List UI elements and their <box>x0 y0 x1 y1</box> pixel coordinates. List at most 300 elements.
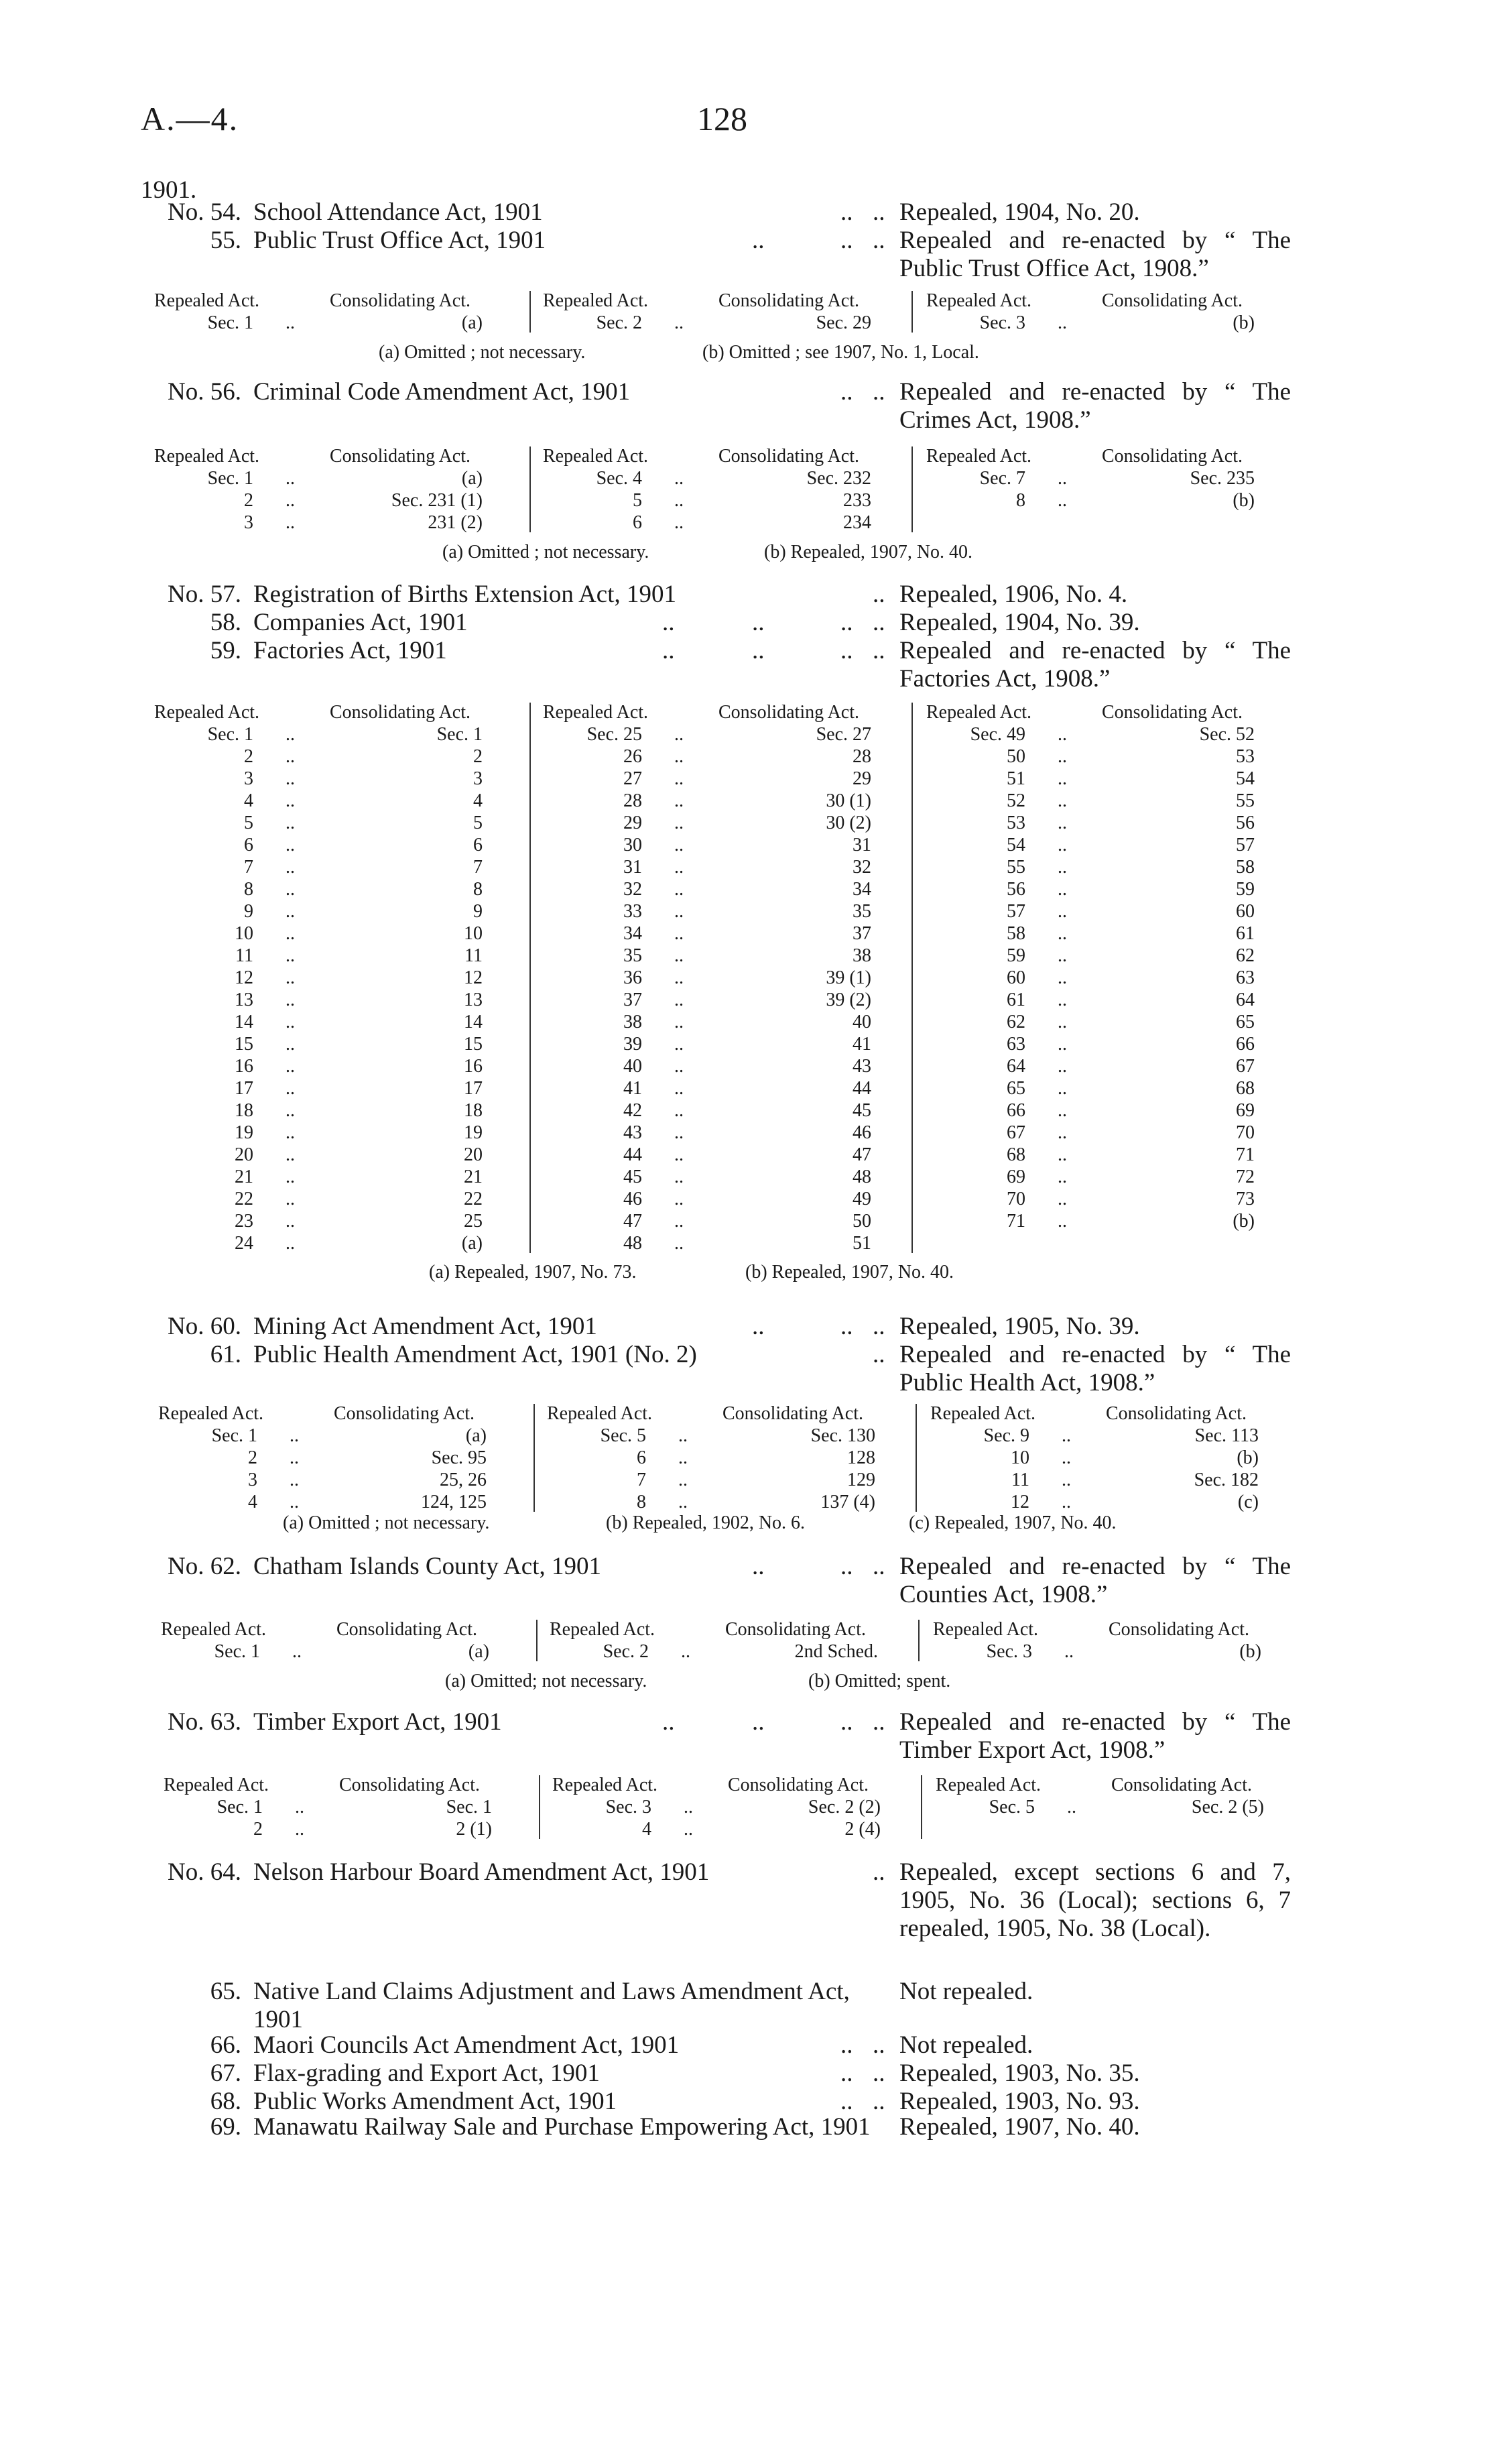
leader-dots: .. <box>674 857 684 878</box>
leader-dots: .. <box>286 1144 295 1165</box>
leader-dots: .. <box>1058 790 1067 811</box>
leader-dots: .. <box>840 198 853 226</box>
leader-dots: .. <box>286 512 295 533</box>
consolidating-section: (b) <box>1233 312 1255 333</box>
consolidating-section: 31 <box>853 835 871 855</box>
act-title: Factories Act, 1901 <box>253 637 447 664</box>
consolidating-section: Sec. 231 (1) <box>391 490 483 511</box>
consolidating-section: 25, 26 <box>440 1470 487 1490</box>
act-status: Repealed and re-enacted by “ The Public Health Act, 1908.” <box>899 1341 1291 1396</box>
consolidating-section: 47 <box>853 1144 871 1165</box>
repealed-section: 5 <box>244 813 253 833</box>
leader-dots: .. <box>1064 1641 1074 1662</box>
leader-dots: .. <box>290 1425 299 1446</box>
consolidating-section: 2 <box>473 746 483 767</box>
consolidating-section: 64 <box>1236 990 1255 1010</box>
leader-dots: .. <box>286 1167 295 1187</box>
repealed-section: 52 <box>1007 790 1025 811</box>
consolidating-section: 63 <box>1236 967 1255 988</box>
repealed-section: Sec. 25 <box>586 724 642 745</box>
repealed-section: Sec. 1 <box>216 1797 263 1817</box>
consolidating-section: 34 <box>853 879 871 900</box>
consolidating-section: (b) <box>1233 490 1255 511</box>
leader-dots: .. <box>286 923 295 944</box>
repealed-section: Sec. 2 <box>596 312 642 333</box>
leader-dots: .. <box>674 901 684 922</box>
repealed-section: Sec. 5 <box>989 1797 1035 1817</box>
act-title: Public Health Amendment Act, 1901 (No. 2) <box>253 1341 697 1368</box>
repealed-act-header: Repealed Act. <box>158 1403 264 1424</box>
consolidating-section: 45 <box>853 1100 871 1121</box>
act-number: 59. <box>210 637 241 664</box>
repealed-section: 11 <box>1011 1470 1029 1490</box>
repealed-section: 55 <box>1007 857 1025 878</box>
leader-dots: .. <box>286 1211 295 1232</box>
repealed-section: 12 <box>235 967 253 988</box>
repealed-section: 34 <box>623 923 642 944</box>
leader-dots: .. <box>674 1233 684 1254</box>
leader-dots: .. <box>674 512 684 533</box>
consolidating-section: 56 <box>1236 813 1255 833</box>
repealed-section: 4 <box>248 1492 257 1512</box>
act-entry <box>141 609 1474 637</box>
repealed-section: 43 <box>623 1122 642 1143</box>
act-number: No. 54. <box>168 198 241 226</box>
act-title: School Attendance Act, 1901 <box>253 198 543 226</box>
act-entry <box>141 637 1474 693</box>
repealed-act-header: Repealed Act. <box>926 702 1032 723</box>
repealed-section: 68 <box>1007 1144 1025 1165</box>
repealed-section: 7 <box>637 1470 646 1490</box>
repealed-act-header: Repealed Act. <box>552 1775 658 1795</box>
leader-dots: .. <box>684 1819 693 1840</box>
act-entry <box>141 2060 1474 2088</box>
repealed-section: 64 <box>1007 1056 1025 1077</box>
leader-dots: .. <box>674 1078 684 1099</box>
leader-dots: .. <box>290 1447 299 1468</box>
repealed-section: Sec. 3 <box>979 312 1025 333</box>
leader-dots: .. <box>1058 1189 1067 1209</box>
column-divider <box>918 1620 920 1661</box>
leader-dots: .. <box>286 490 295 511</box>
repealed-section: 8 <box>244 879 253 900</box>
leader-dots: .. <box>840 1553 853 1580</box>
consolidating-section: Sec. 113 <box>1194 1425 1259 1446</box>
repealed-act-header: Repealed Act. <box>926 446 1032 467</box>
consolidating-section: 73 <box>1236 1189 1255 1209</box>
leader-dots: .. <box>678 1447 688 1468</box>
leader-dots: .. <box>674 1211 684 1232</box>
consolidating-section: 128 <box>847 1447 875 1468</box>
consolidating-section: 13 <box>464 990 483 1010</box>
repealed-act-header: Repealed Act. <box>543 702 649 723</box>
consolidating-section: 16 <box>464 1056 483 1077</box>
consolidating-section: 17 <box>464 1078 483 1099</box>
leader-dots: .. <box>286 1056 295 1077</box>
leader-dots: .. <box>1062 1447 1071 1468</box>
leader-dots: .. <box>873 2060 885 2087</box>
act-number: 69. <box>210 2113 241 2141</box>
repealed-section: 2 <box>244 490 253 511</box>
act-entry <box>141 1341 1474 1397</box>
consolidating-section: 11 <box>464 945 483 966</box>
consolidating-section: (a) <box>461 1233 483 1254</box>
repealed-act-header: Repealed Act. <box>154 290 260 311</box>
act-entry <box>141 378 1474 434</box>
consolidating-section: 72 <box>1236 1167 1255 1187</box>
repealed-section: 58 <box>1007 923 1025 944</box>
consolidating-section: 18 <box>464 1100 483 1121</box>
consolidating-section: (b) <box>1233 1211 1255 1232</box>
column-divider <box>911 291 913 333</box>
consolidating-act-header: Consolidating Act. <box>1111 1775 1252 1795</box>
repealed-act-header: Repealed Act. <box>543 290 649 311</box>
leader-dots: .. <box>1058 1078 1067 1099</box>
repealed-section: Sec. 1 <box>207 312 253 333</box>
column-divider <box>911 703 913 1253</box>
leader-dots: .. <box>1058 990 1067 1010</box>
act-number: 67. <box>210 2060 241 2087</box>
leader-dots: .. <box>873 1553 885 1580</box>
leader-dots: .. <box>840 1708 853 1736</box>
consolidating-section: 54 <box>1236 768 1255 789</box>
act-entry <box>141 2031 1474 2060</box>
leader-dots: .. <box>873 227 885 254</box>
consolidating-act-header: Consolidating Act. <box>725 1619 866 1640</box>
repealed-section: 67 <box>1007 1122 1025 1143</box>
consolidating-section: (b) <box>1239 1641 1261 1662</box>
leader-dots: .. <box>1058 1100 1067 1121</box>
leader-dots: .. <box>286 1012 295 1032</box>
consolidating-section: 70 <box>1236 1122 1255 1143</box>
consolidating-section: Sec. 130 <box>810 1425 875 1446</box>
consolidating-section: 60 <box>1236 901 1255 922</box>
act-entry <box>141 2088 1474 2116</box>
act-status: Repealed, 1904, No. 20. <box>899 198 1140 226</box>
act-title: Nelson Harbour Board Amendment Act, 1901 <box>253 1858 710 1886</box>
repealed-act-header: Repealed Act. <box>164 1775 269 1795</box>
leader-dots: .. <box>1058 835 1067 855</box>
repealed-section: 40 <box>623 1056 642 1077</box>
leader-dots: .. <box>295 1819 304 1840</box>
consolidating-section: 41 <box>853 1034 871 1055</box>
repealed-section: 46 <box>623 1189 642 1209</box>
consolidating-act-header: Consolidating Act. <box>330 446 470 467</box>
leader-dots: .. <box>1058 468 1067 489</box>
leader-dots: .. <box>286 945 295 966</box>
consolidating-act-header: Consolidating Act. <box>336 1619 477 1640</box>
leader-dots: .. <box>1058 967 1067 988</box>
consolidating-section: 32 <box>853 857 871 878</box>
act-number: 66. <box>210 2031 241 2059</box>
consolidating-section: Sec. 182 <box>1194 1470 1259 1490</box>
leader-dots: .. <box>840 2060 853 2087</box>
leader-dots: .. <box>1058 945 1067 966</box>
table-footnote: (b) Repealed, 1907, No. 40. <box>745 1262 954 1282</box>
consolidating-section: 71 <box>1236 1144 1255 1165</box>
leader-dots: .. <box>674 990 684 1010</box>
consolidating-section: 8 <box>473 879 483 900</box>
repealed-section: 37 <box>623 990 642 1010</box>
leader-dots: .. <box>674 790 684 811</box>
repealed-section: 23 <box>235 1211 253 1232</box>
consolidating-act-header: Consolidating Act. <box>718 446 859 467</box>
leader-dots: .. <box>1058 1211 1067 1232</box>
act-number: No. 60. <box>168 1313 241 1340</box>
consolidating-section: (a) <box>461 468 483 489</box>
leader-dots: .. <box>674 879 684 900</box>
act-number: 55. <box>210 227 241 254</box>
consolidating-act-header: Consolidating Act. <box>1102 702 1243 723</box>
leader-dots: .. <box>674 768 684 789</box>
act-title: Criminal Code Amendment Act, 1901 <box>253 378 631 406</box>
leader-dots: .. <box>752 227 765 254</box>
leader-dots: .. <box>286 1034 295 1055</box>
consolidating-act-header: Consolidating Act. <box>339 1775 480 1795</box>
table-footnote: (b) Repealed, 1907, No. 40. <box>764 542 973 562</box>
leader-dots: .. <box>286 901 295 922</box>
repealed-section: 8 <box>637 1492 646 1512</box>
repealed-section: 20 <box>235 1144 253 1165</box>
leader-dots: .. <box>840 2088 853 2115</box>
leader-dots: .. <box>1058 312 1067 333</box>
leader-dots: .. <box>286 813 295 833</box>
repealed-section: 47 <box>623 1211 642 1232</box>
leader-dots: .. <box>674 1056 684 1077</box>
consolidating-act-header: Consolidating Act. <box>1102 446 1243 467</box>
leader-dots: .. <box>674 923 684 944</box>
repealed-section: 6 <box>633 512 642 533</box>
consolidating-section: 69 <box>1236 1100 1255 1121</box>
act-status: Repealed and re-enacted by “ The Public Trust Office Act, 1908.” <box>899 227 1291 282</box>
repealed-section: 33 <box>623 901 642 922</box>
consolidating-section: 67 <box>1236 1056 1255 1077</box>
consolidating-act-header: Consolidating Act. <box>722 1403 863 1424</box>
column-divider <box>911 446 913 532</box>
repealed-section: 4 <box>642 1819 651 1840</box>
leader-dots: .. <box>674 1012 684 1032</box>
act-number: No. 64. <box>168 1858 241 1886</box>
consolidating-section: 37 <box>853 923 871 944</box>
year-heading: 1901. <box>141 176 197 204</box>
repealed-section: 39 <box>623 1034 642 1055</box>
act-status: Repealed, 1906, No. 4. <box>899 581 1128 608</box>
leader-dots: .. <box>286 1100 295 1121</box>
table-footnote: (a) Omitted ; not necessary. <box>283 1512 490 1533</box>
leader-dots: .. <box>678 1425 688 1446</box>
leader-dots: .. <box>752 1313 765 1340</box>
consolidating-section: 35 <box>853 901 871 922</box>
repealed-section: 59 <box>1007 945 1025 966</box>
leader-dots: .. <box>674 1034 684 1055</box>
leader-dots: .. <box>684 1797 693 1817</box>
act-number: 65. <box>210 1978 241 2005</box>
act-status: Repealed, 1903, No. 93. <box>899 2088 1140 2115</box>
act-entry <box>141 1978 1474 2034</box>
consolidating-section: 58 <box>1236 857 1255 878</box>
leader-dots: .. <box>1058 1144 1067 1165</box>
act-title: Mining Act Amendment Act, 1901 <box>253 1313 597 1340</box>
act-entry <box>141 1553 1474 1609</box>
leader-dots: .. <box>840 227 853 254</box>
repealed-section: Sec. 3 <box>605 1797 651 1817</box>
leader-dots: .. <box>295 1797 304 1817</box>
consolidating-section: Sec. 95 <box>431 1447 487 1468</box>
act-title: Public Works Amendment Act, 1901 <box>253 2088 617 2115</box>
consolidating-section: (b) <box>1237 1447 1259 1468</box>
act-status: Repealed and re-enacted by “ The Factories Act, 1908.” <box>899 637 1291 693</box>
repealed-section: 62 <box>1007 1012 1025 1032</box>
act-status: Repealed and re-enacted by “ The Crimes Act, 1908.” <box>899 378 1291 434</box>
repealed-section: 51 <box>1007 768 1025 789</box>
repealed-section: 69 <box>1007 1167 1025 1187</box>
consolidating-section: 21 <box>464 1167 483 1187</box>
repealed-act-header: Repealed Act. <box>550 1619 655 1640</box>
leader-dots: .. <box>1058 724 1067 745</box>
consolidating-act-header: Consolidating Act. <box>330 702 470 723</box>
repealed-section: 16 <box>235 1056 253 1077</box>
repealed-section: Sec. 49 <box>970 724 1025 745</box>
consolidating-section: 2 (4) <box>844 1819 881 1840</box>
act-entry <box>141 198 1474 227</box>
leader-dots: .. <box>1058 1122 1067 1143</box>
repealed-act-header: Repealed Act. <box>154 446 260 467</box>
act-status: Repealed and re-enacted by “ The Timber Export Act, 1908.” <box>899 1708 1291 1764</box>
consolidating-act-header: Consolidating Act. <box>330 290 470 311</box>
repealed-section: 19 <box>235 1122 253 1143</box>
repealed-section: 38 <box>623 1012 642 1032</box>
consolidating-section: 22 <box>464 1189 483 1209</box>
leader-dots: .. <box>674 724 684 745</box>
act-number: 61. <box>210 1341 241 1368</box>
leader-dots: .. <box>674 1122 684 1143</box>
leader-dots: .. <box>873 1708 885 1736</box>
repealed-section: 17 <box>235 1078 253 1099</box>
leader-dots: .. <box>678 1492 688 1512</box>
repealed-section: 5 <box>633 490 642 511</box>
table-footnote: (a) Omitted ; not necessary. <box>379 342 586 363</box>
consolidating-section: 49 <box>853 1189 871 1209</box>
consolidating-section: Sec. 27 <box>816 724 871 745</box>
repealed-section: 14 <box>235 1012 253 1032</box>
act-title: Flax-grading and Export Act, 1901 <box>253 2060 600 2087</box>
consolidating-section: 39 (2) <box>826 990 871 1010</box>
leader-dots: .. <box>662 1708 675 1736</box>
act-number: No. 63. <box>168 1708 241 1736</box>
consolidating-section: 66 <box>1236 1034 1255 1055</box>
consolidating-section: (a) <box>468 1641 489 1662</box>
repealed-section: 4 <box>244 790 253 811</box>
repealed-section: Sec. 2 <box>603 1641 649 1662</box>
consolidating-section: (c) <box>1237 1492 1259 1512</box>
leader-dots: .. <box>674 468 684 489</box>
leader-dots: .. <box>286 967 295 988</box>
repealed-section: Sec. 9 <box>983 1425 1029 1446</box>
leader-dots: .. <box>752 637 765 664</box>
act-status: Repealed, 1905, No. 39. <box>899 1313 1140 1340</box>
leader-dots: .. <box>1067 1797 1076 1817</box>
act-status: Repealed, 1903, No. 35. <box>899 2060 1140 2087</box>
consolidating-section: Sec. 235 <box>1190 468 1255 489</box>
leader-dots: .. <box>840 1313 853 1340</box>
repealed-act-header: Repealed Act. <box>930 1403 1036 1424</box>
act-status: Repealed and re-enacted by “ The Counties Act, 1908.” <box>899 1553 1291 1608</box>
repealed-section: 42 <box>623 1100 642 1121</box>
leader-dots: .. <box>286 990 295 1010</box>
repealed-section: Sec. 1 <box>211 1425 257 1446</box>
leader-dots: .. <box>1058 1056 1067 1077</box>
consolidating-act-header: Consolidating Act. <box>1109 1619 1249 1640</box>
repealed-section: 29 <box>623 813 642 833</box>
consolidating-section: 234 <box>843 512 871 533</box>
consolidating-act-header: Consolidating Act. <box>1102 290 1243 311</box>
column-divider <box>916 1404 917 1512</box>
repealed-section: 3 <box>244 768 253 789</box>
repealed-section: 22 <box>235 1189 253 1209</box>
consolidating-section: 4 <box>473 790 483 811</box>
repealed-section: Sec. 3 <box>986 1641 1032 1662</box>
leader-dots: .. <box>286 879 295 900</box>
repealed-section: Sec. 4 <box>596 468 642 489</box>
repealed-act-header: Repealed Act. <box>926 290 1032 311</box>
leader-dots: .. <box>1058 923 1067 944</box>
leader-dots: .. <box>674 746 684 767</box>
repealed-section: 7 <box>244 857 253 878</box>
leader-dots: .. <box>752 1553 765 1580</box>
repealed-section: 24 <box>235 1233 253 1254</box>
repealed-section: 10 <box>235 923 253 944</box>
leader-dots: .. <box>286 746 295 767</box>
leader-dots: .. <box>1058 768 1067 789</box>
column-divider <box>529 446 531 532</box>
table-footnote: (a) Omitted; not necessary. <box>445 1671 647 1691</box>
act-title: Registration of Births Extension Act, 1901 <box>253 581 677 608</box>
leader-dots: .. <box>1058 1034 1067 1055</box>
document-reference: A.—4. <box>141 100 239 137</box>
consolidating-section: 20 <box>464 1144 483 1165</box>
consolidating-section: Sec. 2 (5) <box>1191 1797 1264 1817</box>
leader-dots: .. <box>286 312 295 333</box>
leader-dots: .. <box>840 2031 853 2059</box>
leader-dots: .. <box>286 768 295 789</box>
consolidating-section: 231 (2) <box>428 512 483 533</box>
table-footnote: (a) Repealed, 1907, No. 73. <box>429 1262 637 1282</box>
repealed-section: 56 <box>1007 879 1025 900</box>
consolidating-section: 51 <box>853 1233 871 1254</box>
leader-dots: .. <box>290 1492 299 1512</box>
leader-dots: .. <box>674 1189 684 1209</box>
repealed-section: 32 <box>623 879 642 900</box>
consolidating-section: Sec. 1 <box>446 1797 492 1817</box>
consolidating-section: 50 <box>853 1211 871 1232</box>
consolidating-section: 3 <box>473 768 483 789</box>
leader-dots: .. <box>873 2088 885 2115</box>
column-divider <box>539 1775 540 1839</box>
leader-dots: .. <box>873 198 885 226</box>
consolidating-section: 29 <box>853 768 871 789</box>
consolidating-section: 19 <box>464 1122 483 1143</box>
table-footnote: (b) Repealed, 1902, No. 6. <box>606 1512 806 1533</box>
act-entry <box>141 1313 1474 1341</box>
repealed-section: 9 <box>244 901 253 922</box>
leader-dots: .. <box>873 1341 885 1368</box>
repealed-section: Sec. 1 <box>207 468 253 489</box>
repealed-section: 27 <box>623 768 642 789</box>
act-status: Not repealed. <box>899 2031 1033 2059</box>
consolidating-section: 14 <box>464 1012 483 1032</box>
consolidating-section: 43 <box>853 1056 871 1077</box>
consolidating-section: 59 <box>1236 879 1255 900</box>
